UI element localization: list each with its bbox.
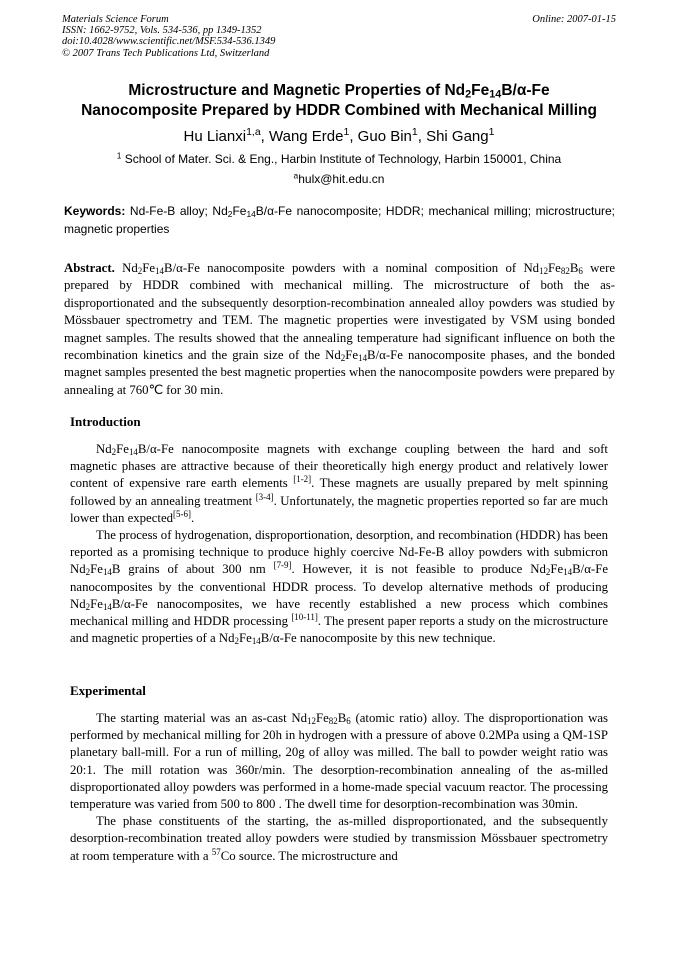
- experimental-heading: Experimental: [70, 683, 146, 698]
- introduction-heading: Introduction: [70, 414, 141, 429]
- intro-paragraph-1: $Nd_2Fe_{14}B/\alpha-Fe$ nanocomposite magnets with exchange coupling between the hard and soft magnetic phases are attractive because of their theoretically high energy product and relatively lower content of expensive rare earth elements [1-2]. These magnets are usually prepared by melt spinning followed by an annealing treatment [3-4]. Unfortunately, the magnetic properties reported so far are much lower than expected[5-6].: [70, 442, 608, 525]
- exp-paragraph-2: The phase constituents of the starting, the as-milled disproportionated, and the subsequently desorption-recombination treated alloy powders were studied by transmission Mössbauer spectrometry at room temperature with a $^{57}$Co source. The microstructure and: [70, 814, 608, 863]
- copyright-line: © 2007 Trans Tech Publications Ltd, Switzerland: [62, 47, 270, 59]
- author-email: $^a$hulx@hit.edu.cn: [293, 170, 385, 186]
- keywords: Keywords: Nd-Fe-B alloy; $Nd_2Fe_{14}B/\alpha-Fe$ nanocomposite; HDDR; mechanical milling; microstructure; magnetic properties: [64, 204, 615, 236]
- title-line-1: Microstructure and Magnetic Properties of $Nd_2Fe_{14}B/\alpha-Fe$: [128, 82, 550, 101]
- experimental-body: [70, 710, 608, 865]
- author-list: Hu Lianxi$^{1,a}$, Wang Erde$^1$, Guo Bin$^1$, Shi Gang$^1$: [183, 126, 495, 145]
- journal-name: Materials Science Forum: [62, 14, 169, 25]
- abstract-label: Abstract.: [64, 261, 115, 275]
- online-date: Online: 2007-01-15: [532, 14, 616, 25]
- doi-line: doi:10.4028/www.scientific.net/MSF.534-536.1349: [62, 36, 276, 48]
- introduction-body: [70, 441, 608, 647]
- keywords-label: Keywords:: [64, 204, 126, 218]
- issn-line: ISSN: 1662-9752, Vols. 534-536, pp 1349-1352: [62, 25, 262, 37]
- affiliation: $^1$ School of Mater. Sci. & Eng., Harbin Institute of Technology, Harbin 150001, China: [116, 150, 562, 166]
- intro-paragraph-2: The process of hydrogenation, disproportionation, desorption, and recombination (HDDR) has been reported as a promising technique to produce highly coercive Nd-Fe-B alloy powders with submicron $Nd_2Fe_{14}B$ grains of about 300 nm [7-9]. However, it is not feasible to produce $Nd_2Fe_{14}B/\alpha-Fe$ nanocomposites by the conventional HDDR process. To develop alternative methods of producing $Nd_2Fe_{14}B/\alpha-Fe$ nanocomposites, we have recently established a new process which combines mechanical milling and HDDR processing [10-11]. The present paper reports a study on the microstructure and magnetic properties of a $Nd_2Fe_{14}B/\alpha-Fe$ nanocomposite by this new technique.: [70, 528, 608, 647]
- paper-title: [30, 81, 648, 121]
- journal-header: [62, 14, 275, 59]
- abstract: Abstract. $Nd_2Fe_{14}B/\alpha-Fe$ nanocomposite powders with a nominal composition of $Nd_{12}Fe_{82}B_6$ were prepared by HDDR combined with mechanical milling. The microstructure of both the as-disproportionated and the subsequently desorption-recombination annealed alloy powders was studied by Mössbauer spectrometry and TEM. The magnetic properties were investigated by VSM using bonded magnet samples. The results showed that the annealing temperature had significant influence on both the recombination kinetics and the grain size of the $Nd_2Fe_{14}B/\alpha-Fe$ nanocomposite phases, and the bonded magnet samples presented the best magnetic properties when the nanocomposite powders were prepared by annealing at 760℃ for 30 min.: [64, 261, 616, 397]
- title-line-2: Nanocomposite Prepared by HDDR Combined with Mechanical Milling: [81, 102, 597, 119]
- exp-paragraph-1: The starting material was an as-cast $Nd_{12}Fe_{82}B_6$ (atomic ratio) alloy. The disproportionation was performed by mechanical milling for 20h in hydrogen with a pressure of above 0.2MPa using a QM-1SP planetary ball-mill. For a run of milling, 20g of alloy was milled. The ball to powder weight ratio was 20:1. The mill rotation was 360r/min. The desorption-recombination annealing of the as-milled disproportionated alloy powders was performed in a home-made special vacuum reactor. The processing temperature was varied from 500 to 800 . The dwell time for desorption-recombination was 30min.: [70, 711, 608, 812]
